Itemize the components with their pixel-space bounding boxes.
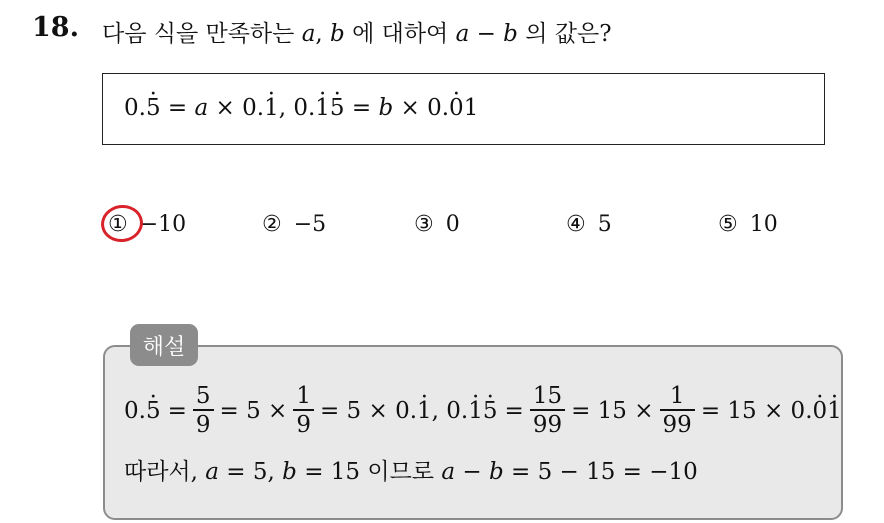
sol-text: = 15 × [571, 398, 654, 424]
fraction-denominator: 99 [662, 411, 692, 438]
question-number: 18. [32, 12, 79, 43]
choice-5-mark: ⑤ [718, 212, 738, 237]
eq-digit: 1 [463, 95, 479, 121]
eq-equals: = [344, 95, 379, 121]
sol-repeat-digit: · 1 [417, 398, 432, 424]
sol-text: , 0. [431, 398, 469, 424]
question-text-prefix: 다음 식을 만족하는 [102, 21, 295, 47]
sol-text: = 5 × [219, 398, 288, 424]
choice-4-value: 5 [597, 212, 612, 237]
sol-var-a: a [441, 459, 456, 485]
sol-text: = 5 − 15 = −10 [503, 459, 698, 485]
sol-repeat-digit: · 5 [483, 398, 498, 424]
question-text [102, 15, 612, 48]
choice-3-mark: ③ [414, 212, 434, 237]
solution-line-1 [124, 378, 842, 444]
fraction-numerator: 5 [195, 383, 211, 410]
sol-text: 따라서, [124, 459, 198, 485]
choice-3-value: 0 [445, 212, 460, 237]
question-comma: , [315, 21, 323, 47]
equation [124, 95, 478, 121]
eq-repeat-digit: · 1 [264, 95, 279, 121]
sol-repeat-digit: · 5 [146, 398, 161, 424]
sol-repeat-digit: · 0 [813, 398, 828, 424]
choice-4[interactable] [566, 212, 612, 237]
sol-repeat-digit: · 1 [827, 398, 842, 424]
eq-equals: = [160, 95, 195, 121]
question-text-mid: 에 대하여 [352, 21, 449, 47]
choice-1-value: −10 [139, 212, 187, 237]
fraction-denominator: 9 [296, 411, 311, 438]
solution-tag: 해설 [130, 324, 198, 366]
fraction-numerator: 1 [669, 383, 685, 410]
sol-repeat-digit: · 1 [468, 398, 483, 424]
fraction-numerator: 1 [296, 383, 311, 410]
selected-answer-circle-icon [99, 202, 146, 244]
fraction-1-9 [293, 383, 314, 439]
fraction-5-9 [193, 383, 214, 439]
eq-times: × 0. [208, 95, 265, 121]
eq-separator: , 0. [278, 95, 316, 121]
solution-line-2 [124, 453, 698, 486]
fraction-15-99 [530, 383, 565, 439]
choice-2[interactable] [262, 212, 326, 237]
choice-1-mark: ① [108, 212, 128, 237]
sol-var-b: b [282, 459, 297, 485]
eq-var-b: b [378, 95, 394, 121]
choice-2-mark: ② [262, 212, 282, 237]
choice-4-mark: ④ [566, 212, 586, 237]
question-text-suffix: 의 값은? [525, 21, 612, 47]
eq-repeat-digit: · 5 [146, 95, 161, 121]
choice-5[interactable] [718, 212, 778, 237]
fraction-numerator: 15 [532, 383, 563, 410]
sol-text: = 15 이므로 [296, 459, 442, 485]
choice-3[interactable] [414, 212, 460, 237]
sol-text: − [455, 459, 489, 485]
question-expr: a − b [455, 21, 518, 47]
eq-repeat-digit: · 1 [315, 95, 330, 121]
eq-repeat-digit: · 5 [330, 95, 345, 121]
eq-var-a: a [194, 95, 209, 121]
choice-5-value: 10 [749, 212, 778, 237]
sol-equals: = [167, 398, 187, 424]
eq-times: × 0. [393, 95, 450, 121]
sol-equals: = [504, 398, 524, 424]
fraction-denominator: 99 [532, 411, 563, 438]
eq-repeat-digit: · 0 [449, 95, 464, 121]
sol-var-a: a [205, 459, 219, 485]
question-var-b: b [330, 21, 345, 47]
question-var-a: a [301, 21, 316, 47]
sol-text: = 5 × 0. [319, 398, 418, 424]
sol-text: = 15 × 0. [700, 398, 813, 424]
eq-lhs1: 0. [124, 95, 146, 121]
sol-text: = 5, [219, 459, 283, 485]
sol-text: 0. [124, 398, 146, 424]
fraction-1-99 [660, 383, 695, 439]
choice-2-value: −5 [293, 212, 327, 237]
sol-var-b: b [488, 459, 504, 485]
fraction-denominator: 9 [195, 411, 211, 438]
